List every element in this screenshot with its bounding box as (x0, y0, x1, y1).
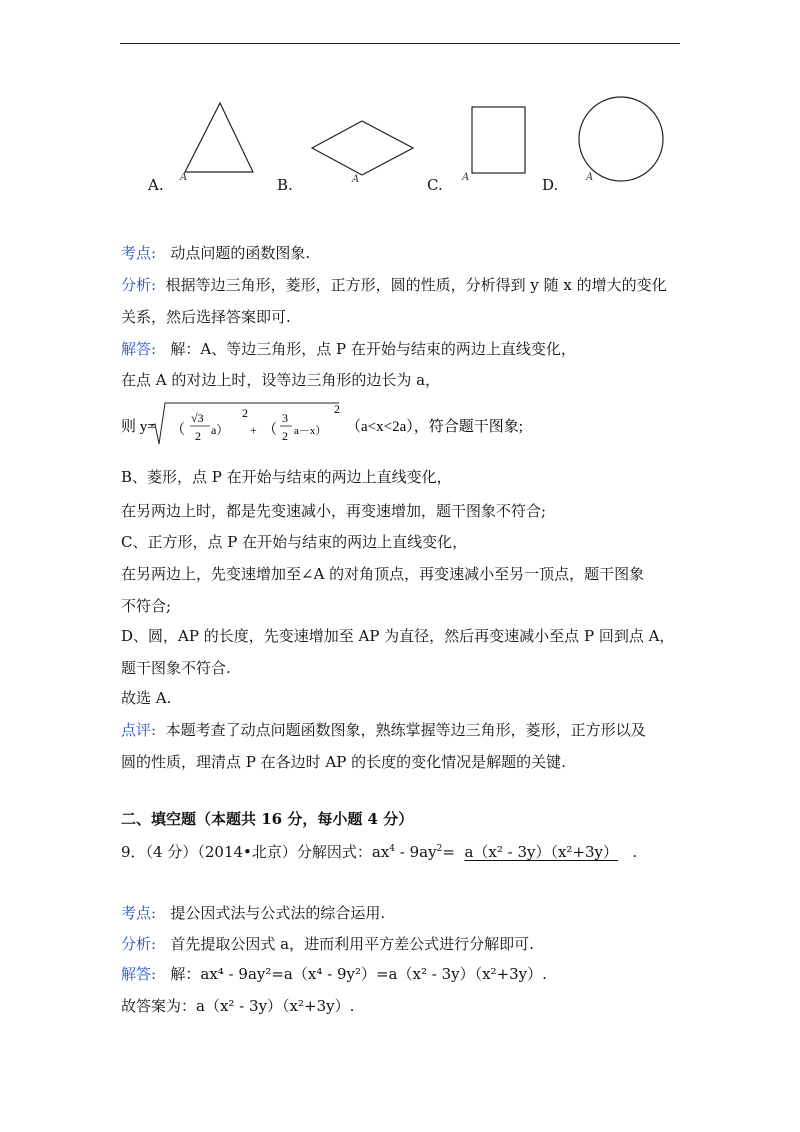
vertex-a-label: A (586, 172, 594, 183)
formula-prefix: 则 y= (121, 419, 156, 435)
frac2-den: 2 (282, 429, 288, 443)
jieda-tag: 解答: (121, 965, 157, 983)
q9-answer: a（x² - 3y）（x²+3y） (464, 843, 619, 861)
formula-a2: a－x） (294, 425, 327, 437)
formula-plus: + (250, 423, 257, 437)
formula-a1: a） (211, 423, 229, 437)
exp2: 2 (334, 402, 340, 416)
vertex-a-label: A (352, 174, 360, 185)
fenxi-text: 根据等边三角形，菱形，正方形，圆的性质，分析得到 y 随 x 的增大的变化 (165, 276, 667, 294)
q8-c-1: C、正方形，点 P 在开始与结束的两边上直线变化， (121, 533, 468, 551)
jieda-tag: 解答: (121, 340, 157, 358)
q8-fenxi (121, 275, 667, 295)
kaodian-text: 提公因式法与公式法的综合运用. (170, 904, 386, 922)
vertex-a-label: A (462, 172, 470, 183)
svg-text:（: （ (263, 423, 277, 438)
frac1-den: 2 (195, 429, 201, 443)
svg-text:（: （ (171, 423, 185, 438)
q8-jieda (121, 339, 576, 359)
q8-dianping-cont: 圆的性质，理清点 P 在各边时 AP 的长度的变化情况是解题的关键. (121, 753, 566, 771)
q8-b-1: B、菱形，点 P 在开始与结束的两边上直线变化， (121, 468, 452, 486)
q9-stem-text: 9．（4 分）（2014•北京）分解因式：ax (121, 843, 390, 861)
q8-dianping (121, 720, 646, 740)
option-b-label: B. (277, 176, 293, 194)
q8-b-2: 在另两边上时，都是先变速减小，再变速增加，题干图象不符合; (121, 502, 547, 520)
dianping-text: 本题考查了动点问题函数图象，熟练掌握等边三角形，菱形，正方形以及 (165, 721, 646, 739)
kaodian-tag: 考点: (121, 244, 157, 262)
q8-d-2: 题干图象不符合. (121, 659, 231, 677)
jieda-text: 解：ax⁴ - 9ay²=a（x⁴ - 9y²）=a（x² - 3y）（x²+3y）. (170, 965, 547, 983)
jieda-text: 解：A、等边三角形，点 P 在开始与结束的两边上直线变化， (170, 340, 576, 358)
q8-jieda-cont: 在点 A 的对边上时，设等边三角形的边长为 a， (121, 371, 441, 389)
q8-d-1: D、圆，AP 的长度，先变速增加至 AP 为直径，然后再变速减小至点 P 回到点 A， (121, 627, 675, 645)
q8-c-3: 不符合; (121, 597, 172, 615)
fenxi-tag: 分析: (121, 276, 157, 294)
q9-final: 故答案为：a（x² - 3y）（x²+3y）. (121, 997, 355, 1015)
q8-c-2: 在另两边上，先变速增加至∠A 的对角顶点，再变速减小至另一顶点，题干图象 (121, 565, 645, 583)
kaodian-tag: 考点: (121, 904, 157, 922)
q8-choose: 故选 A. (121, 689, 172, 707)
vertex-a-label: A (180, 172, 188, 183)
option-c-label: C. (427, 176, 443, 194)
q9-kaodian (121, 903, 385, 923)
q8-fenxi-cont: 关系，然后选择答案即可. (121, 308, 291, 326)
q8-kaodian (121, 243, 310, 263)
triangle-figure (185, 103, 253, 172)
frac2-num: 3 (282, 411, 288, 425)
option-figures (0, 0, 800, 210)
circle-figure (579, 97, 663, 181)
frac1-num: √3 (191, 411, 204, 425)
q9-jieda (121, 964, 547, 984)
option-d-label: D. (542, 176, 559, 194)
q9-stem: 9．（4 分）（2014•北京）分解因式：$ax^4 - 9ay^2= a(x^2 - 3y)(x^2+3y)$ . (121, 843, 638, 861)
exp1: 2 (242, 406, 248, 420)
fenxi-text: 首先提取公因式 a，进而利用平方差公式进行分解即可. (170, 935, 534, 953)
distance-formula (121, 400, 721, 450)
fenxi-tag: 分析: (121, 935, 157, 953)
kaodian-text: 动点问题的函数图象. (170, 244, 311, 262)
option-a-label: A. (148, 176, 164, 194)
dianping-tag: 点评: (121, 721, 157, 739)
section-title: 二、填空题（本题共 16 分，每小题 4 分） (121, 810, 414, 828)
rhombus-figure (312, 121, 413, 175)
q9-fenxi (121, 934, 534, 954)
square-figure (472, 107, 525, 173)
formula-cond: （a<x<2a），符合题干图象; (346, 419, 523, 435)
